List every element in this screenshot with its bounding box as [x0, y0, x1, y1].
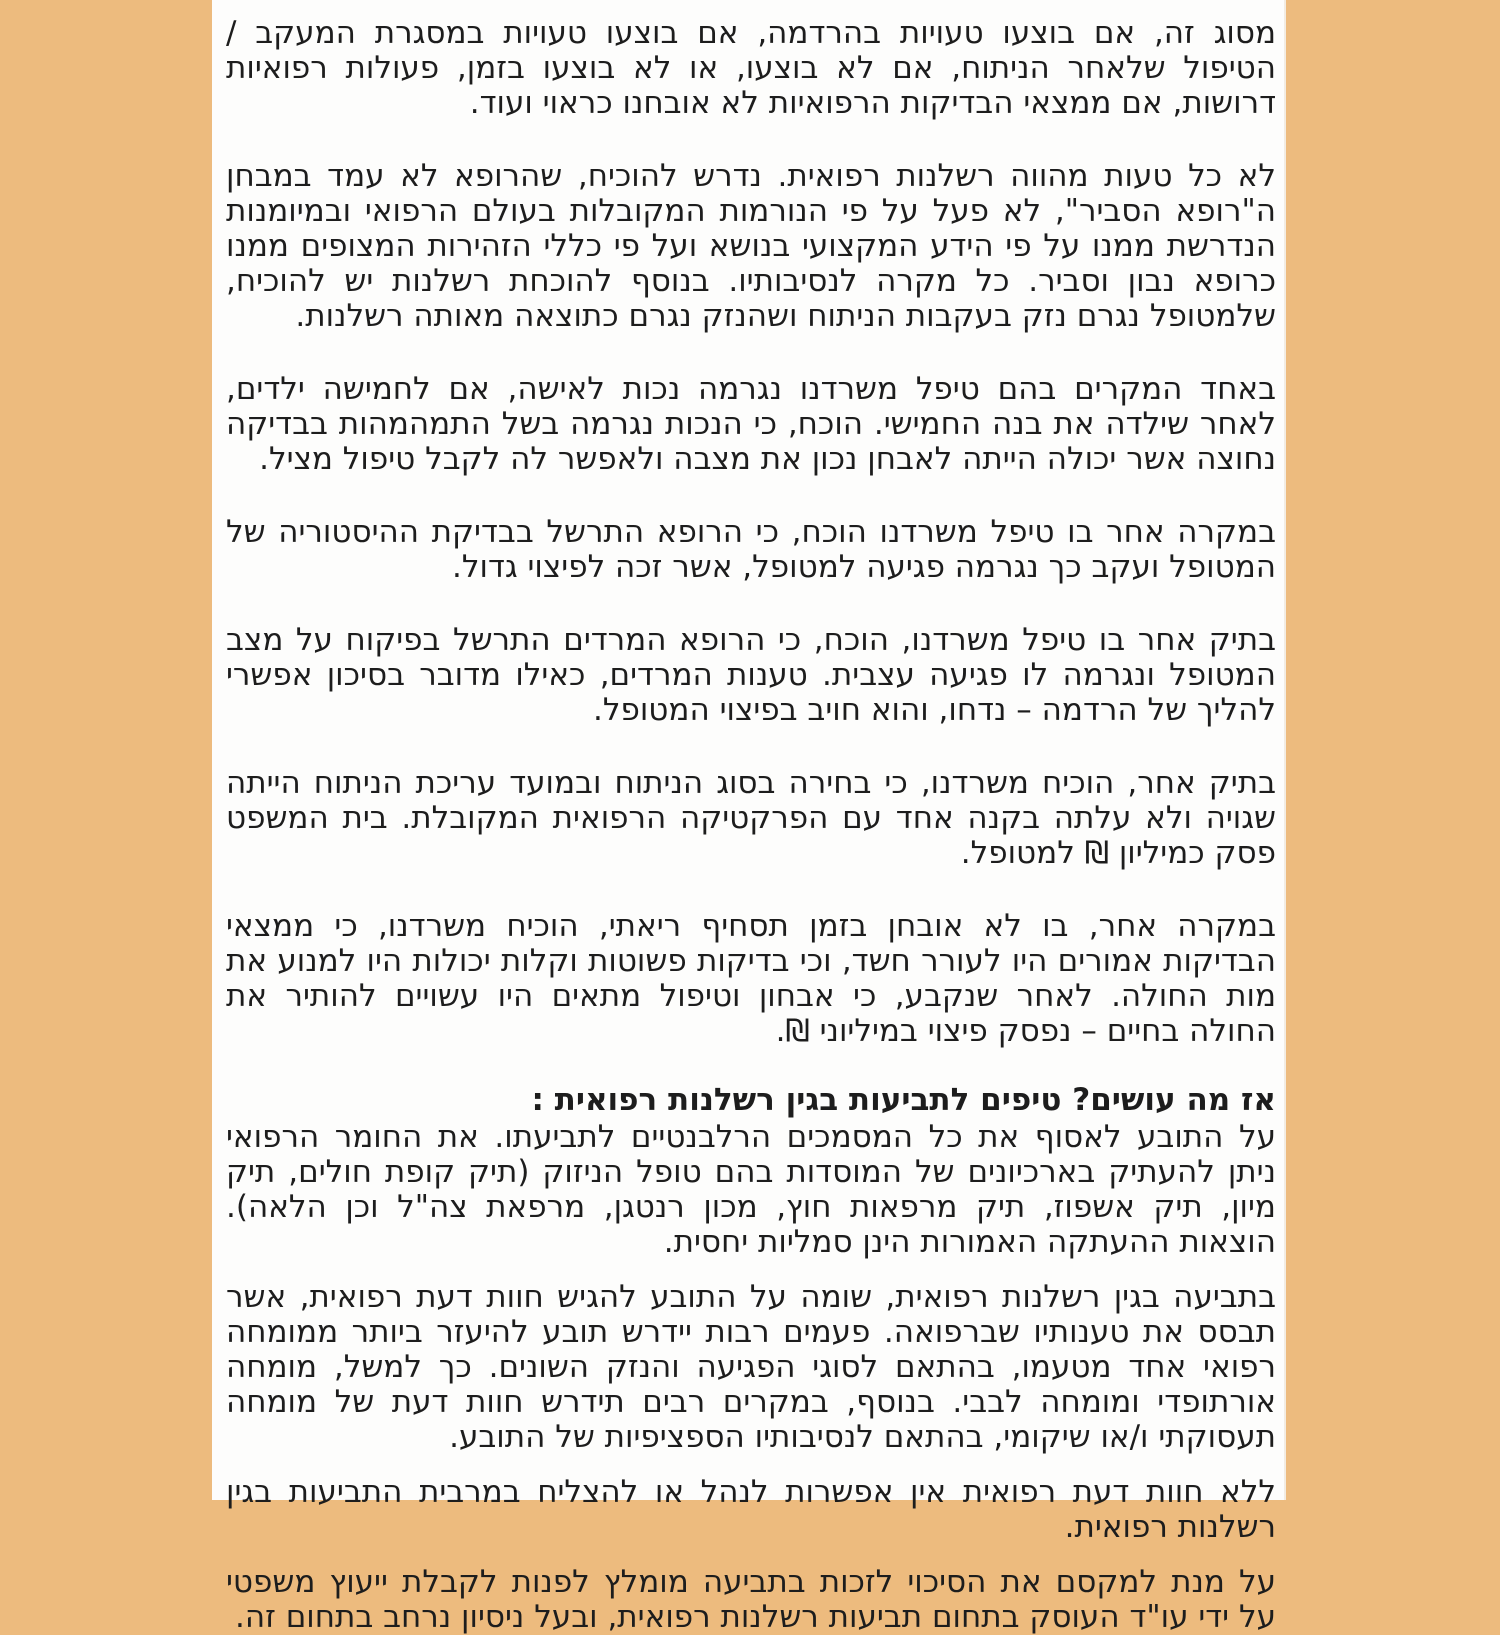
right-margin-band — [1286, 0, 1500, 1500]
paragraph: על התובע לאסוף את כל המסמכים הרלבנטיים לתביעתו. את החומר הרפואי ניתן להעתיק בארכיונים של המוסדות בהם טופל הניזוק (תיק קופת חולים, תיק מיון, תיק אשפוז, תיק מרפאות חוץ, מכון רנטגן, מרפאת צה"ל וכן הלאה). הוצאות ההעתקה האמורות הינן סמליות יחסית. — [226, 1119, 1276, 1260]
paragraph: ללא חוות דעת רפואית אין אפשרות לנהל או להצליח במרבית התביעות בגין רשלנות רפואית. — [226, 1474, 1276, 1545]
paragraph: לא כל טעות מהווה רשלנות רפואית. נדרש להוכיח, שהרופא לא עמד במבחן ה"רופא הסביר", לא פעל על פי הנורמות המקובלות בעולם הרפואי ובמיומנות הנדרשת ממנו על פי הידע המקצועי בנושא ועל פי כללי הזהירות המצופים ממנו כרופא נבון וסביר. כל מקרה לנסיבותיו. בנוסף להוכחת רשלנות יש להוכיח, שלמטופל נגרם נזק בעקבות הניתוח ושהנזק נגרם כתוצאה מאותה רשלנות. — [226, 158, 1276, 334]
paragraph: מסוג זה, אם בוצעו טעויות בהרדמה, אם בוצעו טעויות במסגרת המעקב / הטיפול שלאחר הניתוח, אם לא בוצעו, או לא בוצעו בזמן, פעולות רפואיות דרושות, אם ממצאי הבדיקות הרפואיות לא אובחנו כראוי ועוד. — [226, 15, 1276, 121]
paragraph: במקרה אחר בו טיפל משרדנו הוכח, כי הרופא התרשל בבדיקת ההיסטוריה של המטופל ועקב כך נגרמה פגיעה למטופל, אשר זכה לפיצוי גדול. — [226, 514, 1276, 585]
paragraph: בתביעה בגין רשלנות רפואית, שומה על התובע להגיש חוות דעת רפואית, אשר תבסס את טענותיו שברפואה. פעמים רבות יידרש תובע להיעזר ביותר ממומחה רפואי אחד מטעמו, בהתאם לסוגי הפגיעה והנזק השונים. כך למשל, מומחה אורתופדי ומומחה לבבי. בנוסף, במקרים רבים תידרש חוות דעת של מומחה תעסוקתי ו/או שיקומי, בהתאם לנסיבותיו הספציפיות של התובע. — [226, 1279, 1276, 1455]
document-page — [212, 0, 1286, 1635]
paragraph: באחד המקרים בהם טיפל משרדנו נגרמה נכות לאישה, אם לחמישה ילדים, לאחר שילדה את בנה החמישי. הוכח, כי הנכות נגרמה בשל התמהמהות בבדיקה נחוצה אשר יכולה הייתה לאבחן נכון את מצבה ולאפשר לה לקבל טיפול מציל. — [226, 371, 1276, 477]
left-margin-band — [0, 0, 212, 1500]
paragraph: על מנת למקסם את הסיכוי לזכות בתביעה מומלץ לפנות לקבלת ייעוץ משפטי על ידי עו"ד העוסק בתחום תביעות רשלנות רפואית, ובעל ניסיון נרחב בתחום זה. — [226, 1564, 1276, 1635]
paragraph: בתיק אחר בו טיפל משרדנו, הוכח, כי הרופא המרדים התרשל בפיקוח על מצב המטופל ונגרמה לו פגיעה עצבית. טענות המרדים, כאילו מדובר בסיכון אפשרי להליך של הרדמה – נדחו, והוא חויב בפיצוי המטופל. — [226, 622, 1276, 728]
document-body — [226, 16, 1276, 1635]
paragraph: בתיק אחר, הוכיח משרדנו, כי בחירה בסוג הניתוח ובמועד עריכת הניתוח הייתה שגויה ולא עלתה בקנה אחד עם הפרקטיקה הרפואית המקובלת. בית המשפט פסק כמיליון ₪ למטופל. — [226, 765, 1276, 871]
paragraph: במקרה אחר, בו לא אובחן בזמן תסחיף ריאתי, הוכיח משרדנו, כי ממצאי הבדיקות אמורים היו לעורר חשד, וכי בדיקות פשוטות וקלות יכולות היו למנוע את מות החולה. לאחר שנקבע, כי אבחון וטיפול מתאים היו עשויים להותיר את החולה בחיים – נפסק פיצוי במיליוני ₪. — [226, 908, 1276, 1049]
section-heading: אז מה עושים? טיפים לתביעות בגין רשלנות רפואית : — [531, 1082, 1276, 1118]
